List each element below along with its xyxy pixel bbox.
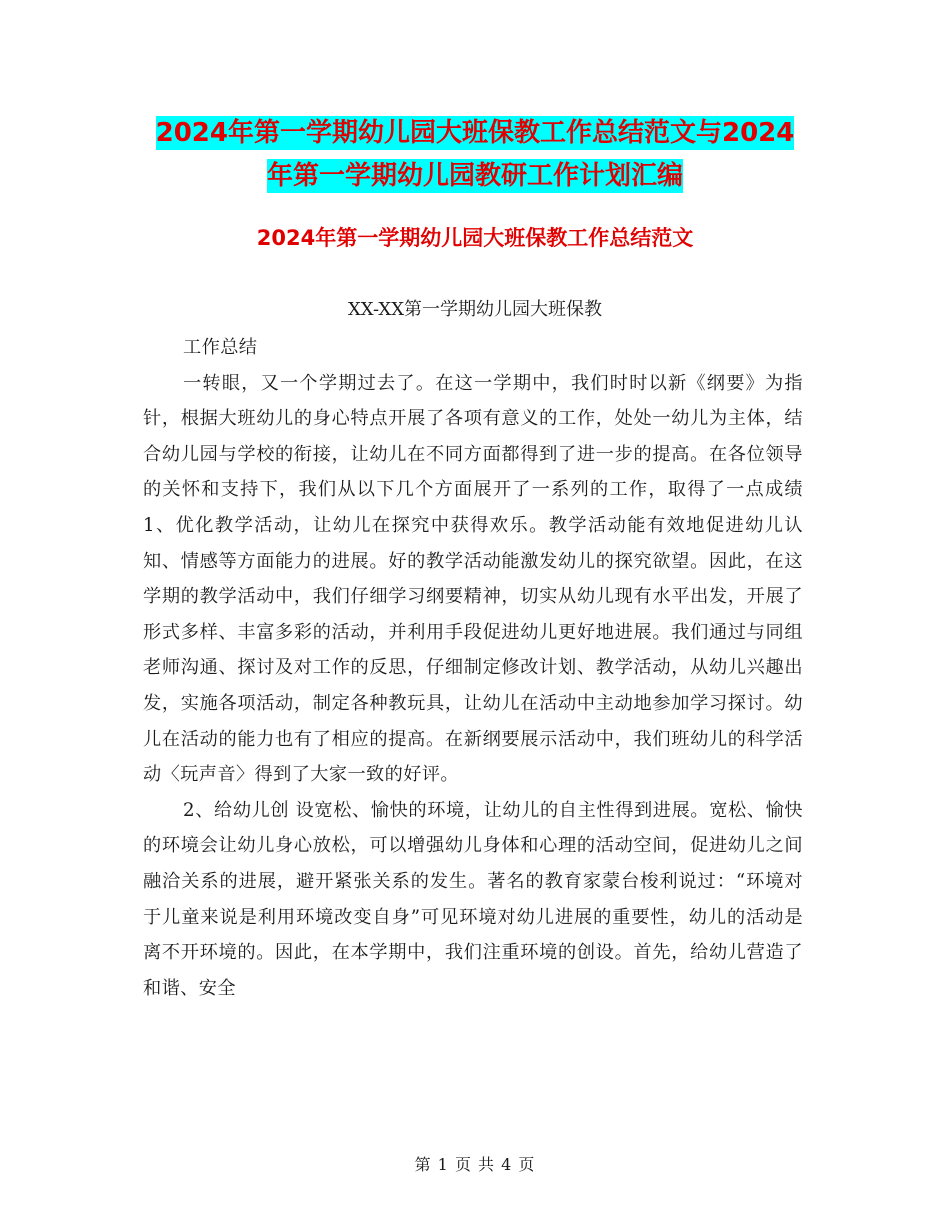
body-text bbox=[143, 330, 822, 1006]
page-footer: 第 1 页 共 4 页 bbox=[414, 1155, 536, 1174]
title-line-2: 年第一学期幼儿园教研工作计划汇编 bbox=[266, 161, 683, 191]
section-title: 2024年第一学期幼儿园大班保教工作总结范文 bbox=[256, 226, 694, 250]
document-title bbox=[0, 112, 950, 198]
paragraph: 工作总结 bbox=[183, 337, 258, 358]
paragraph: 一转眼，又一个学期过去了。在这一学期中，我们时时以新《纲要》为指针，根据大班幼儿的身心特点开展了各项有意义的工作，处处一幼儿为主体，结合幼儿园与学校的衔接，让幼儿在不同方面都得到了进一步的提高。在各位领导的关怀和支持下，我们从以下几个方面展开了一系列的工作，取得了一点成绩 1、优化教学活动，让幼儿在探究中获得欢乐。教学活动能有效地促进幼儿认知、情感等方面能力的进展。好的教学活动能激发幼儿的探究欲望。因此，在这学期的教学活动中，我们仔细学习纲要精神，切实从幼儿现有水平出发，开展了形式多样、丰富多彩的活动，并利用手段促进幼儿更好地进展。我们通过与同组老师沟通、探讨及对工作的反思，仔细制定修改计划、教学活动，从幼儿兴趣出发，实施各项活动，制定各种教玩具，让幼儿在活动中主动地参加学习探讨。幼儿在活动的能力也有了相应的提高。在新纲要展示活动中，我们班幼儿的科学活动〈玩声音〉得到了大家一致的好评。 bbox=[143, 372, 822, 786]
title-line-1: 2024年第一学期幼儿园大班保教工作总结范文与2024 bbox=[155, 118, 795, 148]
center-subtitle: XX-XX第一学期幼儿园大班保教 bbox=[347, 299, 603, 320]
paragraph: 2、给幼儿创 设宽松、愉快的环境，让幼儿的自主性得到进展。宽松、愉快的环境会让幼儿身心放松，可以增强幼儿身体和心理的活动空间，促进幼儿之间融洽关系的进展，避开紧张关系的发生。著名的教育家蒙台梭利说过：“环境对于儿童来说是利用环境改变自身”可见环境对幼儿进展的重要性，幼儿的活动是离不开环境的。因此，在本学期中，我们注重环境的创设。首先，给幼儿营造了和谐、安全 bbox=[143, 799, 803, 999]
